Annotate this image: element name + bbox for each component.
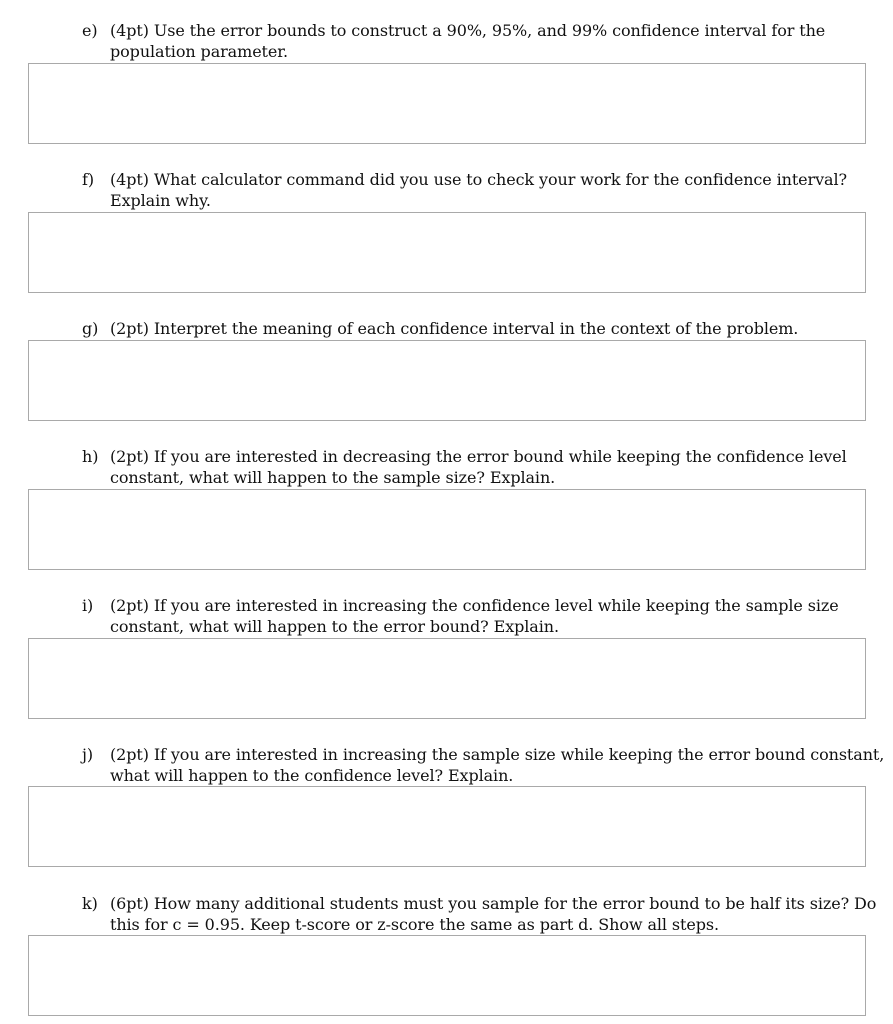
answer-box-h[interactable] bbox=[28, 489, 866, 570]
question-text bbox=[82, 169, 872, 211]
question-text bbox=[82, 893, 877, 935]
question-line-2: this for c = 0.95. Keep t-score or z-score the same as part d. Show all steps. bbox=[110, 915, 719, 934]
question-line-1: (2pt) If you are interested in increasing the confidence level while keeping the sample size bbox=[110, 596, 839, 615]
question-line-2: what will happen to the confidence level? Explain. bbox=[110, 766, 514, 785]
question-letter: h) bbox=[82, 447, 99, 466]
question-line-1: (6pt) How many additional students must you sample for the error bound to be half its size? Do bbox=[110, 894, 877, 913]
answer-box-k[interactable] bbox=[28, 935, 866, 1016]
question-line-1: (2pt) If you are interested in decreasing the error bound while keeping the confidence level bbox=[110, 447, 847, 466]
question-letter: e) bbox=[82, 21, 98, 40]
question-line-1: (2pt) Interpret the meaning of each confidence interval in the context of the problem. bbox=[110, 319, 799, 338]
answer-box-i[interactable] bbox=[28, 638, 866, 719]
question-text bbox=[82, 744, 885, 786]
answer-box-j[interactable] bbox=[28, 786, 866, 867]
question-line-1: (2pt) If you are interested in increasing the sample size while keeping the error bound constant, bbox=[110, 745, 885, 764]
answer-box-f[interactable] bbox=[28, 212, 866, 293]
question-line-2: population parameter. bbox=[110, 42, 289, 61]
question-line-2: constant, what will happen to the error bound? Explain. bbox=[110, 617, 559, 636]
answer-box-g[interactable] bbox=[28, 340, 866, 421]
question-text bbox=[82, 595, 872, 637]
question-letter: j) bbox=[82, 745, 94, 764]
question-text bbox=[82, 318, 872, 339]
question-line-1: (4pt) What calculator command did you use to check your work for the confidence interval? bbox=[110, 170, 847, 189]
answer-box-e[interactable] bbox=[28, 63, 866, 144]
question-letter: i) bbox=[82, 596, 94, 615]
question-letter: f) bbox=[82, 170, 94, 189]
question-text bbox=[82, 20, 872, 62]
question-letter: k) bbox=[82, 894, 98, 913]
question-line-2: Explain why. bbox=[110, 191, 211, 210]
question-text bbox=[82, 446, 872, 488]
question-letter: g) bbox=[82, 319, 99, 338]
question-line-2: constant, what will happen to the sample size? Explain. bbox=[110, 468, 556, 487]
question-line-1: (4pt) Use the error bounds to construct a 90%, 95%, and 99% confidence interval for the bbox=[110, 21, 826, 40]
